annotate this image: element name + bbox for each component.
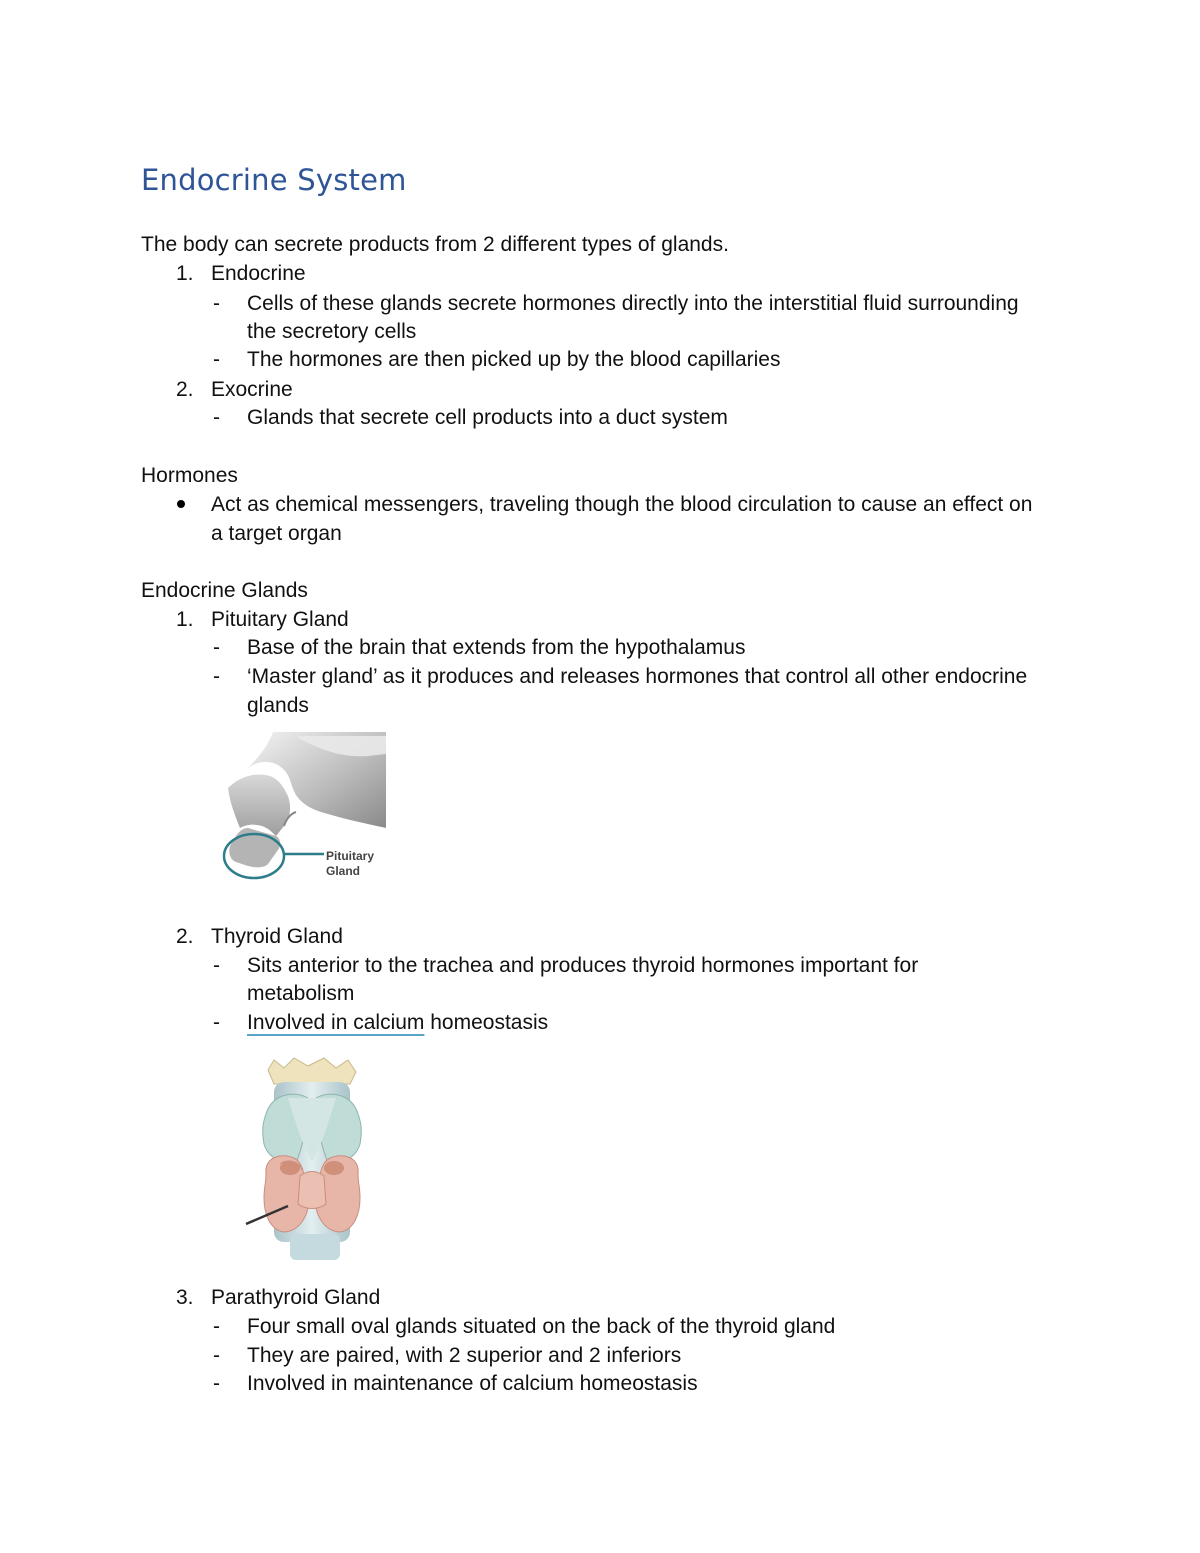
list-item-thyroid: Thyroid Gland — [211, 925, 343, 948]
dash-marker: - — [213, 1372, 220, 1395]
figure-label: Pituitary — [326, 849, 375, 863]
list-item: Base of the brain that extends from the hypothalamus — [247, 636, 746, 659]
intro-text: The body can secrete products from 2 different types of glands. — [141, 233, 729, 256]
dash-marker: - — [213, 292, 220, 315]
dash-marker: - — [213, 1011, 220, 1034]
dash-marker: - — [213, 406, 220, 429]
list-number: 1. — [176, 262, 194, 285]
page-title: Endocrine System — [141, 163, 407, 197]
list-item-endocrine: Endocrine — [211, 262, 306, 285]
list-item-pituitary: Pituitary Gland — [211, 608, 349, 631]
list-item: Act as chemical messengers, traveling though the blood circulation to cause an effect on — [211, 493, 1033, 516]
text-span: homeostasis — [424, 1011, 549, 1034]
list-item: Involved in maintenance of calcium homeostasis — [247, 1372, 698, 1395]
dash-marker: - — [213, 665, 220, 688]
list-item: ‘Master gland’ as it produces and releases hormones that control all other endocrine — [247, 665, 1028, 688]
underlined-text: Involved in calcium — [247, 1011, 425, 1034]
list-number: 1. — [176, 608, 194, 631]
list-item: They are paired, with 2 superior and 2 inferiors — [247, 1344, 682, 1367]
list-item: Glands that secrete cell products into a duct system — [247, 406, 728, 429]
bullet-icon — [177, 500, 185, 508]
section-heading-endocrine-glands: Endocrine Glands — [141, 579, 308, 602]
list-item: glands — [247, 694, 309, 717]
thyroid-gland-figure — [244, 1054, 374, 1264]
list-number: 2. — [176, 378, 194, 401]
list-item-parathyroid: Parathyroid Gland — [211, 1286, 381, 1309]
list-number: 2. — [176, 925, 194, 948]
section-heading-hormones: Hormones — [141, 464, 238, 487]
list-item: Cells of these glands secrete hormones directly into the interstitial fluid surrounding — [247, 292, 1019, 315]
figure-label: Gland — [326, 864, 361, 878]
dash-marker: - — [213, 1344, 220, 1367]
list-item: the secretory cells — [247, 320, 417, 343]
dash-marker: - — [213, 1315, 220, 1338]
dash-marker: - — [213, 348, 220, 371]
pituitary-gland-figure — [218, 728, 390, 888]
list-number: 3. — [176, 1286, 194, 1309]
dash-marker: - — [213, 636, 220, 659]
list-item — [247, 1009, 548, 1037]
list-item: metabolism — [247, 982, 355, 1005]
list-item: a target organ — [211, 522, 342, 545]
dash-marker: - — [213, 954, 220, 977]
list-item: Sits anterior to the trachea and produces thyroid hormones important for — [247, 954, 919, 977]
list-item: Four small oval glands situated on the back of the thyroid gland — [247, 1315, 836, 1338]
list-item-exocrine: Exocrine — [211, 378, 293, 401]
list-item: The hormones are then picked up by the blood capillaries — [247, 348, 781, 371]
